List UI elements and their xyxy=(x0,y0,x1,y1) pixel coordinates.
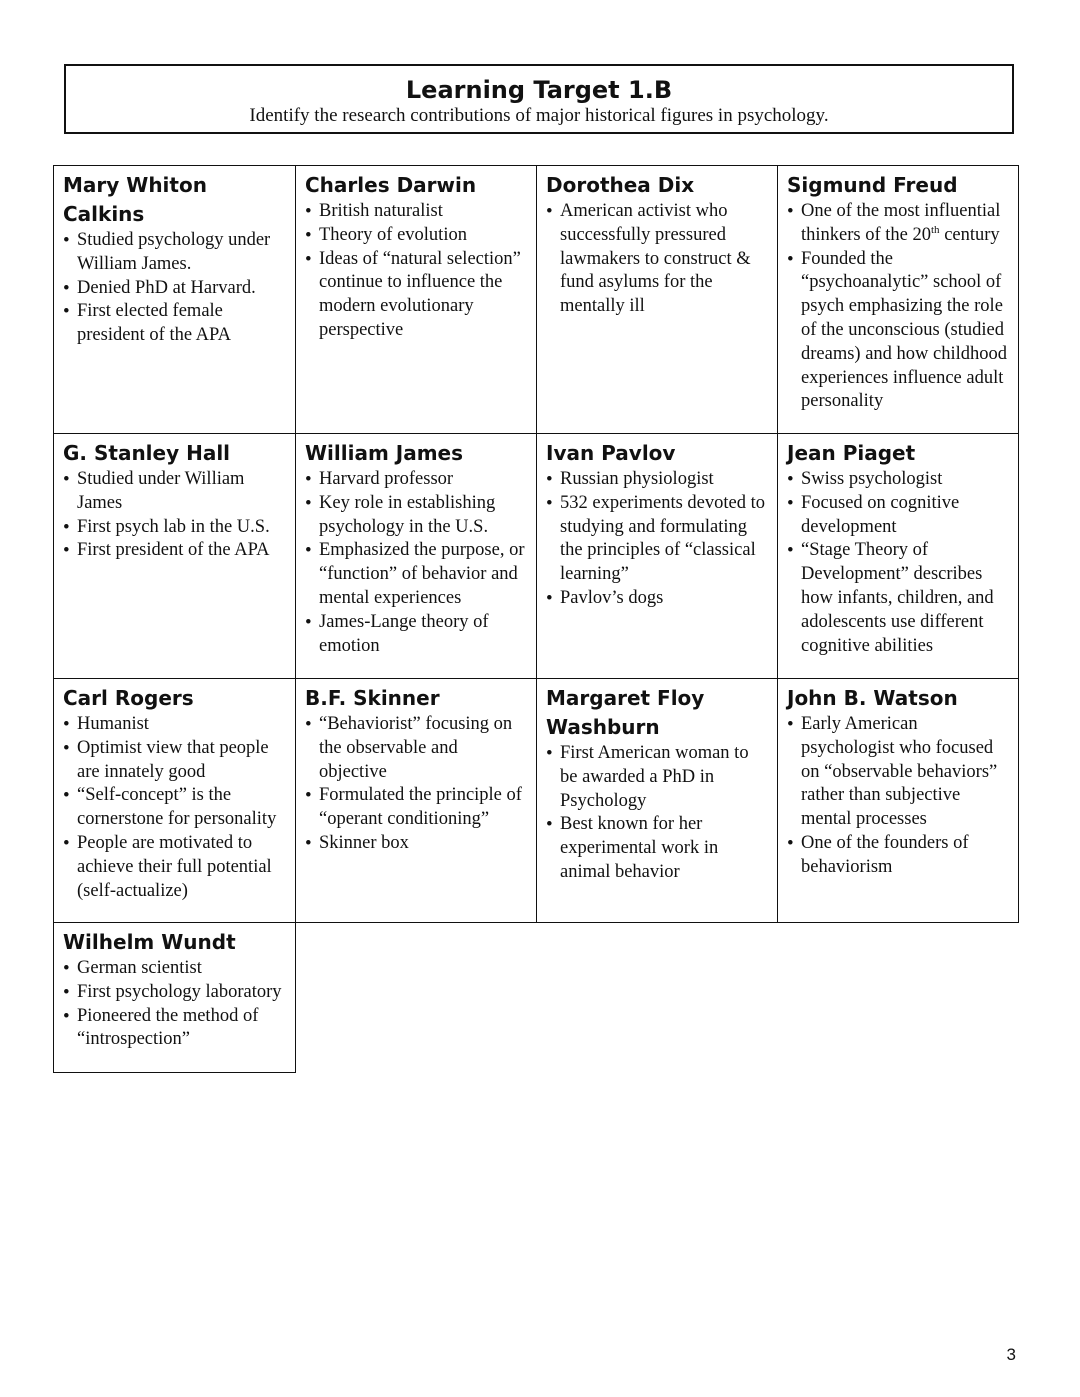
figure-name: John B. Watson xyxy=(787,686,958,710)
figure-card-watson xyxy=(777,678,1019,923)
figure-name: William James xyxy=(305,441,464,465)
fact-item: • First psych lab in the U.S. xyxy=(63,516,287,540)
fact-item: • First elected female president of the APA xyxy=(63,300,287,348)
fact-item: • First president of the APA xyxy=(63,539,287,563)
figure-name: Mary Whiton Calkins xyxy=(63,173,207,226)
fact-item: • Swiss psychologist xyxy=(787,468,1010,492)
fact-item: • Best known for her experimental work in animal behavior xyxy=(546,813,769,884)
figure-name: Jean Piaget xyxy=(787,441,916,465)
fact-item: • First American woman to be awarded a PhD in Psychology xyxy=(546,742,769,813)
figure-card-rogers xyxy=(53,678,296,923)
fact-item: • Denied PhD at Harvard. xyxy=(63,277,287,301)
fact-item: • Harvard professor xyxy=(305,468,528,492)
page-number: 3 xyxy=(1006,1345,1016,1364)
fact-item: • 532 experiments devoted to studying and formulating the principles of “classical learning” xyxy=(546,492,769,587)
figure-card-piaget xyxy=(777,433,1019,679)
figure-facts xyxy=(63,468,287,563)
fact-item: • One of the most influential thinkers of the 20th century xyxy=(787,200,1010,248)
figure-facts xyxy=(305,713,528,856)
fact-item: • American activist who successfully pressured lawmakers to construct & fund asylums for the mentally ill xyxy=(546,200,769,319)
figure-card-pavlov xyxy=(536,433,778,679)
fact-item: • “Self-concept” is the cornerstone for personality xyxy=(63,784,287,832)
figure-name: Ivan Pavlov xyxy=(546,441,676,465)
figure-card-freud xyxy=(777,165,1019,434)
fact-item: • Emphasized the purpose, or “function” of behavior and mental experiences xyxy=(305,539,528,610)
figure-card-hall xyxy=(53,433,296,679)
figure-name: G. Stanley Hall xyxy=(63,441,231,465)
fact-item: • One of the founders of behaviorism xyxy=(787,832,1010,880)
figure-name: Sigmund Freud xyxy=(787,173,958,197)
figure-facts xyxy=(305,468,528,658)
fact-item: • Skinner box xyxy=(305,832,528,856)
figure-card-darwin xyxy=(295,165,537,434)
figure-facts xyxy=(63,713,287,903)
figure-card-washburn xyxy=(536,678,778,923)
fact-item: • Formulated the principle of “operant conditioning” xyxy=(305,784,528,832)
figure-card-james xyxy=(295,433,537,679)
fact-item: • Studied under William James xyxy=(63,468,287,516)
figure-facts xyxy=(787,713,1010,880)
fact-item: • People are motivated to achieve their full potential (self-actualize) xyxy=(63,832,287,903)
fact-item: • Russian physiologist xyxy=(546,468,769,492)
fact-item: • Theory of evolution xyxy=(305,224,528,248)
figure-name: Dorothea Dix xyxy=(546,173,695,197)
figure-name: Margaret Floy Washburn xyxy=(546,686,705,739)
figure-facts xyxy=(787,200,1010,414)
fact-item: • Founded the “psychoanalytic” school of psych emphasizing the role of the unconscious (studied dreams) and how childhood experiences influence adult personality xyxy=(787,248,1010,415)
fact-item: • James-Lange theory of emotion xyxy=(305,611,528,659)
figure-facts xyxy=(63,229,287,348)
fact-item: • Optimist view that people are innately good xyxy=(63,737,287,785)
figure-facts xyxy=(305,200,528,343)
fact-item: • German scientist xyxy=(63,957,287,981)
fact-item: • Key role in establishing psychology in the U.S. xyxy=(305,492,528,540)
fact-item: • Pavlov’s dogs xyxy=(546,587,769,611)
figure-facts xyxy=(546,742,769,885)
learning-target-title: Learning Target 1.B xyxy=(405,76,673,104)
fact-item: • Studied psychology under William James. xyxy=(63,229,287,277)
figure-facts xyxy=(546,200,769,319)
figure-name: B.F. Skinner xyxy=(305,686,440,710)
figure-name: Charles Darwin xyxy=(305,173,477,197)
figure-name: Wilhelm Wundt xyxy=(63,930,236,954)
fact-item: • Focused on cognitive development xyxy=(787,492,1010,540)
freud-fact-source xyxy=(787,414,788,415)
figure-facts xyxy=(787,468,1010,658)
figure-card-dix xyxy=(536,165,778,434)
fact-item: • Pioneered the method of “introspection” xyxy=(63,1005,287,1053)
figure-card-skinner xyxy=(295,678,537,923)
learning-target-header xyxy=(64,64,1014,134)
learning-target-subtitle: Identify the research contributions of major historical figures in psychology. xyxy=(249,105,829,126)
figure-facts xyxy=(63,957,287,1052)
fact-item: • Humanist xyxy=(63,713,287,737)
figure-card-wundt xyxy=(53,922,296,1073)
fact-item: • First psychology laboratory xyxy=(63,981,287,1005)
figure-card-calkins xyxy=(53,165,296,434)
figure-name: Carl Rogers xyxy=(63,686,194,710)
fact-item: • Early American psychologist who focused on “observable behaviors” rather than subjective mental processes xyxy=(787,713,1010,832)
figure-facts xyxy=(546,468,769,611)
fact-item: • “Behaviorist” focusing on the observable and objective xyxy=(305,713,528,784)
fact-item: • British naturalist xyxy=(305,200,528,224)
fact-item: • Ideas of “natural selection” continue to influence the modern evolutionary perspective xyxy=(305,248,528,343)
fact-item: • “Stage Theory of Development” describes how infants, children, and adolescents use different cognitive abilities xyxy=(787,539,1010,658)
